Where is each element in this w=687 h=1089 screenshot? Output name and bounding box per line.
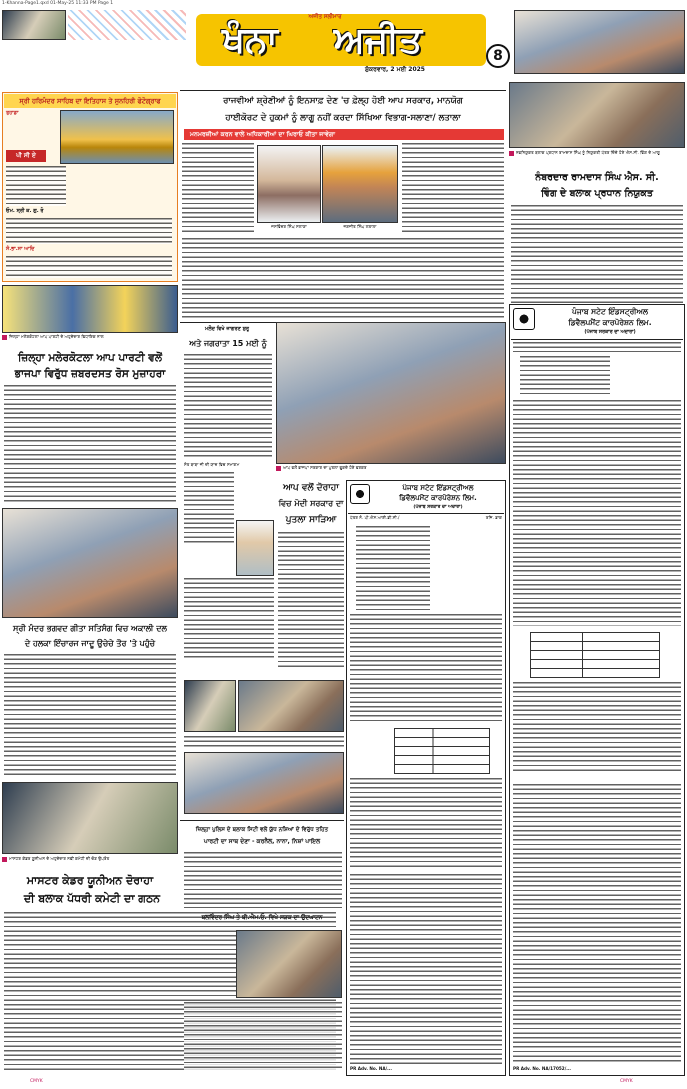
right-notice-org-1: ਪੰਜਾਬ ਸਟੇਟ ਇੰਡਸਟ੍ਰੀਅਲ bbox=[571, 307, 648, 316]
mid-caption: ਸੰਤ ਬਾਬਾ ਜੀ ਦੀ ਯਾਦ ਵਿਚ ਸਮਾਗਮ bbox=[184, 462, 240, 467]
lead-photo-latala bbox=[322, 145, 398, 223]
aap-doraha-headline-1: ਆਪ ਵਲੋਂ ਦੋਰਾਹਾ bbox=[283, 483, 339, 493]
tender-org-2: ਡਿਵੈਲਪਮੈਂਟ ਕਾਰਪੋਰੇਸ਼ਨ ਲਿਮ. bbox=[399, 494, 477, 502]
aap-doraha-headline-2: ਵਿਚ ਮੋਦੀ ਸਰਕਾਰ ਦਾ bbox=[278, 499, 344, 508]
ad-left-subtitle: ਤੁਹਾਡਾ bbox=[6, 110, 19, 116]
tender-regd: ਰਜਿ. ਡਾਕ bbox=[485, 515, 502, 520]
right-notice-body-1 bbox=[513, 400, 681, 626]
event-photo-3 bbox=[184, 752, 344, 814]
page-number-badge: 8 bbox=[486, 44, 510, 68]
tender-org-3: (ਪੰਜਾਬ ਸਰਕਾਰ ਦਾ ਅਦਾਰਾ) bbox=[413, 505, 463, 510]
gita-headline-1: ਸ੍ਰੀ ਮੰਦਰ ਭਗਵਦ ਗੀਤਾ ਸਤਿਸੰਗ ਵਿਚ ਅਕਾਲੀ ਦਲ bbox=[13, 624, 167, 633]
right-story-photo bbox=[509, 82, 685, 148]
masters-headline-1: ਮਾਸਟਰ ਕੇਡਰ ਯੂਨੀਅਨ ਦੋਰਾਹਾ bbox=[26, 874, 154, 887]
tender-table bbox=[394, 728, 490, 774]
mid-body-2 bbox=[184, 472, 234, 544]
gita-body-text bbox=[4, 654, 176, 776]
masters-photo-caption bbox=[2, 856, 178, 868]
slug-line: 1-Khanna-Page1.qxd 01-May-25 11:33 PM Page 1 bbox=[2, 1, 114, 6]
aap-doraha-headline-3: ਪੁਤਲਾ ਸਾੜਿਆ bbox=[285, 515, 337, 525]
lead-headline-1: ਰਾਜਵੀਆਂ ਸ਼੍ਰੇਣੀਆਂ ਨੂੰ ਇਨਸਾਫ਼ ਦੇਣ 'ਚ ਫ਼ੇਲ੍ਹ ਹੋਈ ਆਪ ਸਰਕਾਰ, ਮਾਨਯੋਗ bbox=[223, 96, 463, 106]
footer-cmyk-right: CMYK bbox=[620, 1079, 633, 1084]
aap-caption-text: ਜ਼ਿਲ੍ਹਾ ਮਲੇਰਕੋਟਲਾ ਆਪ ਪਾਰਟੀ ਦੇ ਅਹੁਦੇਦਾਰ ਵਿਧਾਇਕ ਨਾਲ bbox=[9, 334, 104, 339]
protest-caption-text: ਆਪ ਵਲੋਂ ਭਾਜਪਾ ਸਰਕਾਰ ਦਾ ਪੁਤਲਾ ਫੂਕਦੇ ਹੋਏ ਵਰਕਰ bbox=[283, 465, 367, 470]
ad-left-golden-temple-photo bbox=[60, 110, 174, 164]
event-caption-lines bbox=[184, 736, 344, 748]
masters-union-photo bbox=[2, 782, 178, 854]
lead-caption-right: ਜਗਜੀਤ ਸਿੰਘ ਲਤਾਲਾ bbox=[343, 224, 377, 229]
tender-body-1 bbox=[350, 614, 502, 724]
right-story-caption bbox=[509, 150, 685, 168]
lead-headline-2: ਹਾਈਕੋਰਟ ਦੇ ਹੁਕਮਾਂ ਨੂੰ ਲਾਗੂ ਨਹੀਂ ਕਰਦਾ ਸਿੱਖਿਆ ਵਿਭਾਗ-ਸਲਾਣਾ/ ਲਤਾਲਾ bbox=[225, 113, 461, 123]
right-caption-text: ਨਵਨਿਯੁਕਤ ਬਲਾਕ ਪ੍ਰਧਾਨ ਰਾਮਦਾਸ ਸਿੰਘ ਨੂੰ ਨਿਯੁਕਤੀ ਪੱਤਰ ਦਿੰਦੇ ਹੋਏ ਐਸ.ਸੀ. ਵਿੰਗ ਦੇ ਆਗੂ bbox=[516, 150, 660, 155]
event-photo-1 bbox=[184, 680, 236, 732]
ad-left-text-block-2 bbox=[6, 218, 172, 244]
caption-marker-icon bbox=[509, 151, 514, 156]
lead-body-bottom bbox=[182, 238, 504, 318]
caption-marker-icon bbox=[2, 335, 7, 340]
mid-body-3 bbox=[184, 578, 274, 658]
aap-body-text bbox=[4, 385, 176, 503]
ad-left-line2: ਸੰ.ਭਾ.ਸਾ ਆਦਿ bbox=[6, 246, 35, 252]
gita-satsang-photo bbox=[2, 508, 178, 618]
right-notice-body-2 bbox=[513, 682, 681, 774]
right-story-body bbox=[511, 205, 683, 303]
mid-headline: ਅਤੇ ਜਗਰਾਤਾ 15 ਮਈ ਨੂੰ bbox=[189, 339, 267, 348]
right-notice-org-3: (ਪੰਜਾਬ ਸਰਕਾਰ ਦਾ ਅਦਾਰਾ) bbox=[584, 330, 636, 335]
tender-footer: PR Adv. No. NA/... bbox=[350, 1066, 392, 1071]
aap-protest-photo bbox=[2, 285, 178, 333]
ad-left-title: ਸ੍ਰੀ ਹਰਿਮੰਦਰ ਸਾਹਿਬ ਦਾ ਇਤਿਹਾਸ ਤੇ ਸੁਨਹਿਰੀ ਫੋਟੋਗ੍ਰਾਫ bbox=[4, 94, 176, 108]
lead-col-4 bbox=[402, 143, 504, 235]
right-notice-address bbox=[520, 356, 610, 396]
ad-left-text-block-3 bbox=[6, 256, 172, 278]
aap-doraha-body bbox=[278, 532, 344, 670]
tender-rule bbox=[348, 513, 504, 514]
right-notice-list bbox=[513, 784, 681, 1064]
ad-left-badge: ਪੀ ਸੀ ਏ bbox=[6, 150, 46, 162]
ad-left-line1: ਓਮ. ਸ੍ਰੀ ਕ. ਗੁ. ਰੋ bbox=[6, 208, 44, 214]
masters-headline-2: ਦੀ ਬਲਾਕ ਪੱਧਰੀ ਕਮੇਟੀ ਦਾ ਗਠਨ bbox=[23, 892, 161, 905]
right-story-headline-2: ਵਿੰਗ ਦੇ ਬਲਾਕ ਪ੍ਰਧਾਨ ਨਿਯੁਕਤ bbox=[541, 188, 653, 199]
road-inauguration-photo bbox=[236, 930, 342, 998]
ad-left-text-block bbox=[6, 166, 66, 206]
issue-date: ਸ਼ੁੱਕਰਵਾਰ, 2 ਮਈ 2025 bbox=[365, 66, 425, 73]
right-notice-footer: PR Adv. No. NA/17052/... bbox=[513, 1066, 572, 1071]
event-photo-2 bbox=[238, 680, 344, 732]
masthead-title-right: ਅਜੀਤ bbox=[333, 20, 423, 61]
tender-logo-icon bbox=[350, 484, 370, 504]
caption-marker-icon bbox=[276, 466, 281, 471]
right-notice-logo-icon bbox=[513, 308, 535, 330]
masthead-left-photo bbox=[2, 10, 66, 40]
mid-body bbox=[184, 354, 272, 460]
aap-photo-caption bbox=[2, 334, 178, 346]
tender-ref: ਪੱਤਰ ਨੰ. ਪੀ.ਐਸ.ਆਈ.ਡੀ.ਸੀ./ bbox=[350, 515, 400, 520]
protest-photo-caption bbox=[276, 465, 506, 477]
police-headline-2: ਪਾਰਟੀ ਦਾ ਸਾਥ ਦੇਣਾ - ਕਰਨੈਲ, ਨਾਨਾ, ਨਿਸ਼ਾਂ ਪਾਇਲ bbox=[203, 838, 321, 845]
dorahā-protest-photo bbox=[276, 322, 506, 464]
tender-body-2 bbox=[350, 778, 502, 868]
right-story-headline-1: ਨੰਬਰਦਾਰ ਰਾਮਦਾਸ ਸਿੰਘ ਐਸ. ਸੀ. bbox=[535, 172, 659, 183]
lead-col-1 bbox=[182, 143, 254, 235]
edition-small-label: ਅਜੀਤ ਸਲੀਮਾਰ bbox=[308, 14, 342, 20]
lead-subhead: ਮਨਮਰਜ਼ੀਆਂ ਕਰਨ ਵਾਲੇ ਅਧਿਕਾਰੀਆਂ ਦਾ ਘਿਰਾਓ ਕੀਤਾ ਜਾਵੇਗਾ bbox=[184, 129, 504, 140]
police-headline-3: ਬਲਵਿੰਦਰ ਸਿੰਘ ਤੇ ਬੀ.ਐਮ.ਓ. ਵਿਖੇ ਸੜਕ ਦਾ ਉਦਘਾਟਨ bbox=[201, 915, 323, 921]
tender-address-list bbox=[350, 874, 502, 1064]
tender-org-1: ਪੰਜਾਬ ਸਟੇਟ ਇੰਡਸਟ੍ਰੀਅਲ bbox=[402, 484, 474, 492]
lead-top-rule bbox=[180, 90, 506, 91]
mid-portrait-photo bbox=[236, 520, 274, 576]
police-headline-1: ਜ਼ਿਲ੍ਹਾ ਪੁਲਿਸ ਦੇ ਬਲਾਕ ਸਿਟੀ ਵਲੋਂ ਯੁੱਧ ਨਸ਼ਿਆਂ ਦੇ ਵਿਰੁੱਧ ਤਹਿਤ bbox=[195, 827, 329, 833]
aap-headline-1: ਜ਼ਿਲ੍ਹਾ ਮਲੇਰਕੋਟਲਾ ਆਪ ਪਾਰਟੀ ਵਲੋਂ bbox=[18, 352, 162, 364]
footer-cmyk-left: CMYK bbox=[30, 1079, 43, 1084]
right-notice-ref bbox=[513, 342, 681, 352]
police-body bbox=[184, 852, 342, 908]
masthead-pattern-left bbox=[68, 10, 186, 40]
masthead-right-photo bbox=[514, 10, 685, 74]
masters-caption-text: ਮਾਸਟਰ ਕੇਡਰ ਯੂਨੀਅਨ ਦੇ ਅਹੁਦੇਦਾਰ ਨਵੀਂ ਕਮੇਟੀ ਦੀ ਚੋਣ ਉਪਰੰਤ bbox=[9, 856, 110, 861]
lead-photo-salana bbox=[257, 145, 321, 223]
gita-headline-2: ਦੇ ਹਲਕਾ ਇੰਚਾਰਜ ਜਾਦੂ ਉਚੇਚੇ ਤੌਰ 'ਤੇ ਪਹੁੰਚੇ bbox=[24, 639, 156, 648]
police-top-rule bbox=[180, 820, 344, 821]
lead-caption-left: ਜਸਵਿੰਦਰ ਸਿੰਘ ਸਲਾਣਾ bbox=[271, 224, 307, 229]
police-body-2 bbox=[184, 1002, 342, 1070]
right-notice-table bbox=[530, 632, 660, 678]
masthead-title-left: ਖੰਨਾ bbox=[222, 20, 278, 61]
caption-marker-icon bbox=[2, 857, 7, 862]
tender-address-lines bbox=[356, 526, 430, 610]
aap-headline-2: ਭਾਜਪਾ ਵਿਰੁੱਧ ਜ਼ਬਰਦਸਤ ਰੋਸ ਮੁਜ਼ਾਹਰਾ bbox=[14, 368, 166, 380]
right-notice-rule bbox=[511, 339, 683, 340]
right-notice-org-2: ਡਿਵੈਲਪਮੈਂਟ ਕਾਰਪੋਰੇਸ਼ਨ ਲਿਮ. bbox=[568, 318, 652, 327]
mid-kicker: ਮਲੌਦ ਵਿਖੇ ਜਾਗਰਣ ਸ਼ੁਰੂ bbox=[204, 326, 250, 332]
